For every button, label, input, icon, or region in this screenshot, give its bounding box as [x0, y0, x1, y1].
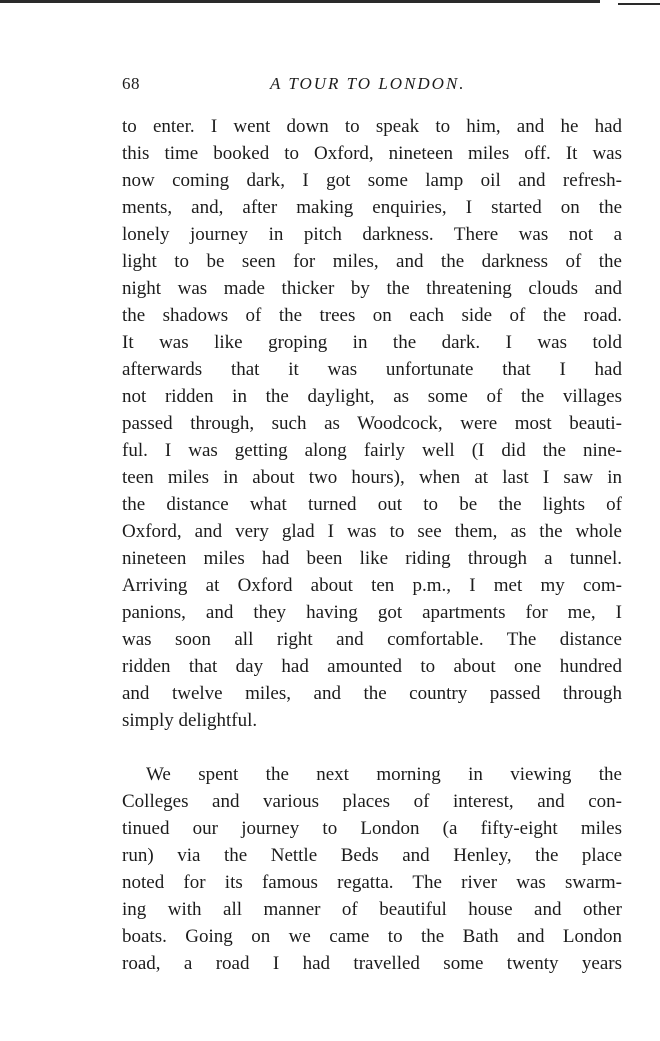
- text-line: lonely journey in pitch darkness. There was not a: [122, 224, 622, 245]
- page-number: 68: [122, 74, 140, 93]
- text-line: night was made thicker by the threatening clouds and: [122, 278, 622, 299]
- text-line: now coming dark, I got some lamp oil and refresh-: [122, 170, 622, 191]
- text-line: ing with all manner of beautiful house and other: [122, 899, 622, 920]
- page-header: [122, 74, 622, 100]
- text-line: We spent the next morning in viewing the: [146, 764, 622, 785]
- body-text: [122, 113, 622, 977]
- text-line: to enter. I went down to speak to him, and he had: [122, 116, 622, 137]
- text-line: light to be seen for miles, and the darkness of the: [122, 251, 622, 272]
- running-head: A TOUR TO LONDON.: [270, 74, 466, 93]
- text-line: It was like groping in the dark. I was told: [122, 332, 622, 353]
- paragraph-gap: [122, 734, 622, 761]
- text-line: Arriving at Oxford about ten p.m., I met my com-: [122, 575, 622, 596]
- text-line: Colleges and various places of interest, and con-: [122, 791, 622, 812]
- text-line: was soon all right and comfortable. The distance: [122, 629, 622, 650]
- text-line: boats. Going on we came to the Bath and London: [122, 926, 622, 947]
- text-line: not ridden in the daylight, as some of the villages: [122, 386, 622, 407]
- text-line: panions, and they having got apartments for me, I: [122, 602, 622, 623]
- text-line: ridden that day had amounted to about one hundred: [122, 656, 622, 677]
- text-line: run) via the Nettle Beds and Henley, the place: [122, 845, 622, 866]
- text-line: passed through, such as Woodcock, were most beauti-: [122, 413, 622, 434]
- text-line: ments, and, after making enquiries, I started on the: [122, 197, 622, 218]
- text-line: noted for its famous regatta. The river was swarm-: [122, 872, 622, 893]
- text-line: the distance what turned out to be the lights of: [122, 494, 622, 515]
- text-line: this time booked to Oxford, nineteen miles off. It was: [122, 143, 622, 164]
- text-line: simply delightful.: [122, 710, 258, 731]
- text-line: tinued our journey to London (a fifty-eight miles: [122, 818, 622, 839]
- text-line: Oxford, and very glad I was to see them, as the whole: [122, 521, 622, 542]
- text-line: nineteen miles had been like riding through a tunnel.: [122, 548, 622, 569]
- text-line: ful. I was getting along fairly well (I did the nine-: [122, 440, 622, 461]
- text-line: afterwards that it was unfortunate that I had: [122, 359, 622, 380]
- paragraph-1: [122, 113, 622, 734]
- text-line: road, a road I had travelled some twenty years: [122, 953, 622, 974]
- text-line: the shadows of the trees on each side of the road.: [122, 305, 622, 326]
- top-border-rule: [0, 0, 600, 3]
- paragraph-2: [122, 761, 622, 977]
- text-line: teen miles in about two hours), when at last I saw in: [122, 467, 622, 488]
- top-border-rule-right: [618, 3, 660, 5]
- text-line: and twelve miles, and the country passed through: [122, 683, 622, 704]
